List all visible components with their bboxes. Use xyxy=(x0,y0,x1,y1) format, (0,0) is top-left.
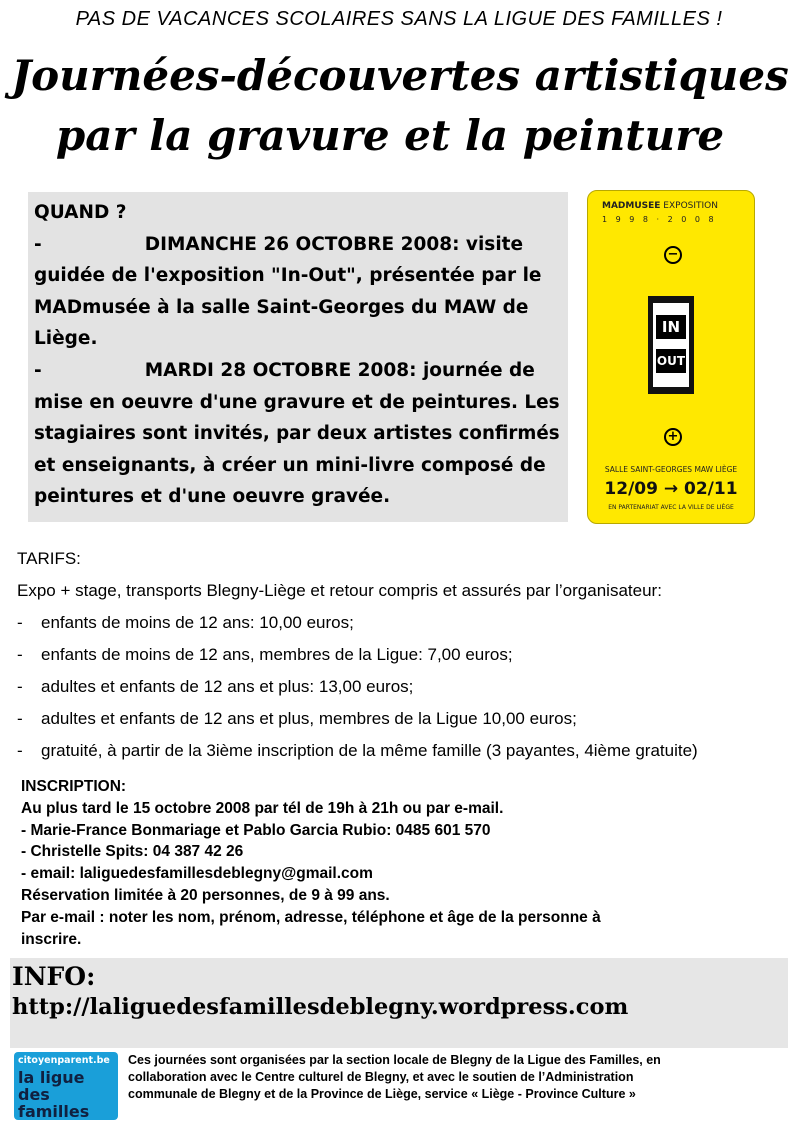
tarif-item-text: enfants de moins de 12 ans, membres de la Ligue: 7,00 euros; xyxy=(41,645,513,664)
banner-text: PAS DE VACANCES SCOLAIRES SANS LA LIGUE DES FAMILLES ! xyxy=(75,8,723,30)
poster-header-bold: MADMUSEE xyxy=(602,201,661,211)
poster-in-label: IN xyxy=(656,315,686,339)
logo-top-text: citoyenparent.be xyxy=(18,1055,110,1066)
inscription-line: Par e-mail : noter les nom, prénom, adresse, téléphone et âge de la personne à xyxy=(21,908,601,926)
info-url-link[interactable]: http://laliguedesfamillesdeblegny.wordpress.com xyxy=(12,994,629,1020)
tarif-item: - enfants de moins de 12 ans: 10,00 euros; xyxy=(17,613,354,632)
switch-plate xyxy=(653,303,689,387)
tarif-item-text: enfants de moins de 12 ans: 10,00 euros; xyxy=(41,613,354,632)
inscription-contact: - Marie-France Bonmariage et Pablo Garcia Rubio: 0485 601 570 xyxy=(21,821,491,839)
quand-line: - MARDI 28 OCTOBRE 2008: journée de xyxy=(34,359,535,381)
tarif-item-text: adultes et enfants de 12 ans et plus: 13,00 euros; xyxy=(41,677,414,696)
tarifs-intro: Expo + stage, transports Blegny-Liège et retour compris et assurés par l’organisateur: xyxy=(17,581,662,600)
inscription-email: - email: laliguedesfamillesdeblegny@gmail.com xyxy=(21,865,373,883)
quand-line: et enseignants, à créer un mini-livre composé de xyxy=(34,454,546,476)
page-title-line-2: par la gravure et la peinture xyxy=(55,111,725,160)
poster-venue: SALLE SAINT-GEORGES MAW LIÈGE xyxy=(604,465,738,474)
footer-line: Ces journées sont organisées par la section locale de Blegny de la Ligue des Familles, en xyxy=(128,1053,661,1067)
poster-out-label: OUT xyxy=(656,349,686,373)
quand-line: stagiaires sont invités, par deux artistes confirmés xyxy=(34,423,560,445)
footer-text xyxy=(128,1052,788,1103)
inscription-section xyxy=(21,776,781,950)
info-heading: INFO: xyxy=(12,962,96,991)
tarifs-section xyxy=(17,543,787,767)
quand-line: - DIMANCHE 26 OCTOBRE 2008: visite xyxy=(34,233,524,255)
quand-line: peintures et d'une oeuvre gravée. xyxy=(34,486,391,508)
exhibition-poster xyxy=(587,190,755,524)
inscription-line: Réservation limitée à 20 personnes, de 9 à 99 ans. xyxy=(21,886,390,904)
tarifs-heading: TARIFS: xyxy=(17,549,81,568)
tarif-item: - enfants de moins de 12 ans, membres de la Ligue: 7,00 euros; xyxy=(17,645,513,664)
poster-header xyxy=(602,201,718,211)
poster-partner: EN PARTENARIAT AVEC LA VILLE DE LIÈGE xyxy=(608,504,734,511)
logo-line-2: des familles xyxy=(18,1085,90,1121)
switch-icon xyxy=(648,296,694,394)
inscription-heading: INSCRIPTION: xyxy=(21,778,127,795)
footer-line: communale de Blegny et de la Province de Liège, service « Liège - Province Culture » xyxy=(128,1087,636,1101)
quand-line: MADmusée à la salle Saint-Georges du MAW de xyxy=(34,296,529,318)
quand-section xyxy=(34,197,560,513)
quand-line: Liège. xyxy=(34,328,98,350)
poster-header-light: EXPOSITION xyxy=(660,201,718,211)
quand-line: guidée de l'exposition "In-Out", présentée par le xyxy=(34,265,542,287)
quand-line: mise en oeuvre d'une gravure et de peintures. Les xyxy=(34,391,560,413)
poster-dates: 12/09 → 02/11 xyxy=(604,479,738,499)
inscription-line: Au plus tard le 15 octobre 2008 par tél de 19h à 21h ou par e-mail. xyxy=(21,799,504,817)
tarif-item-text: adultes et enfants de 12 ans et plus, membres de la Ligue 10,00 euros; xyxy=(41,709,577,728)
logo-name xyxy=(18,1069,118,1120)
footer-line: collaboration avec le Centre culturel de Blegny, et avec le soutien de l’Administration xyxy=(128,1070,634,1084)
ligue-logo xyxy=(14,1052,118,1120)
poster-years: 1 9 9 8 · 2 0 0 8 xyxy=(602,215,717,224)
logo-line-1: la ligue xyxy=(18,1068,85,1087)
tarif-item-text: gratuité, à partir de la 3ième inscription de la même famille (3 payantes, 4ième gratuite) xyxy=(41,741,698,760)
inscription-contact: - Christelle Spits: 04 387 42 26 xyxy=(21,843,244,861)
tarif-item: - adultes et enfants de 12 ans et plus: 13,00 euros; xyxy=(17,677,414,696)
minus-icon: − xyxy=(664,246,682,264)
tarif-item: - gratuité, à partir de la 3ième inscription de la même famille (3 payantes, 4ième gratuite) xyxy=(17,741,698,760)
tarif-item: - adultes et enfants de 12 ans et plus, membres de la Ligue 10,00 euros; xyxy=(17,709,577,728)
plus-icon: + xyxy=(664,428,682,446)
inscription-line: inscrire. xyxy=(21,930,82,948)
quand-heading: QUAND ? xyxy=(34,202,127,223)
page-title-line-1: Journées-découvertes artistiques xyxy=(11,51,789,100)
